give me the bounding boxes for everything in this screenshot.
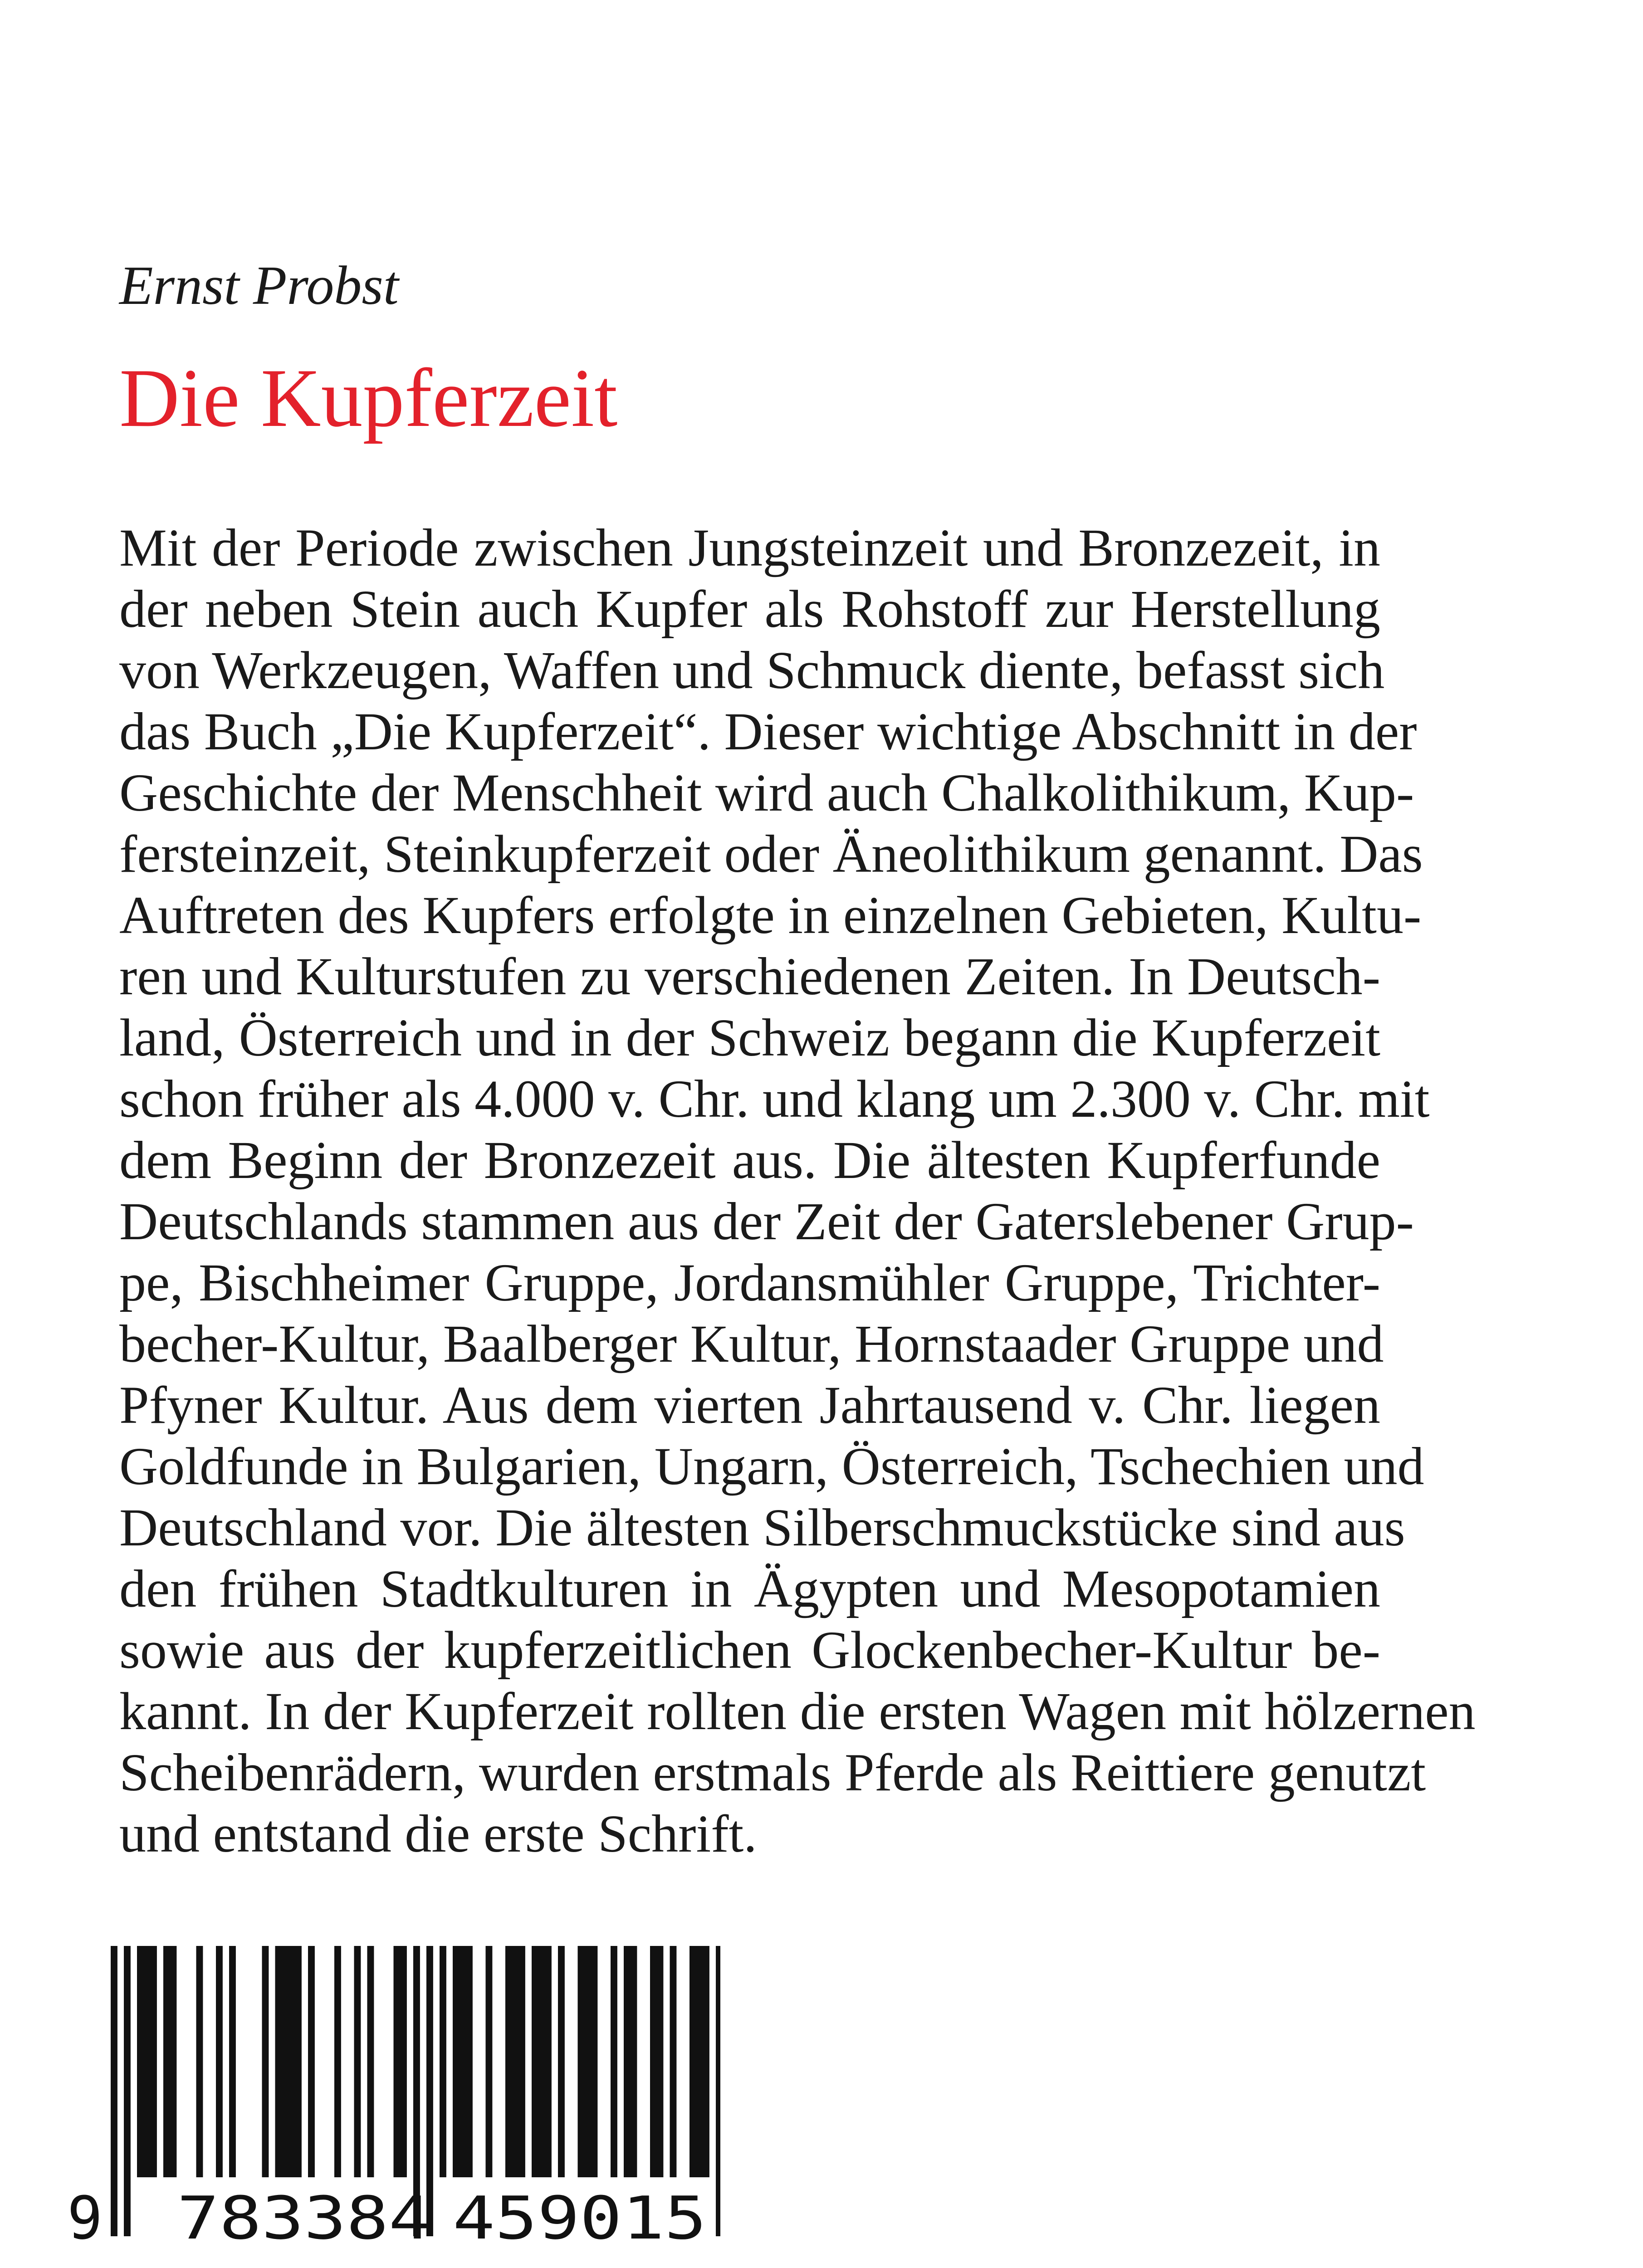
barcode-bar — [216, 1946, 223, 2177]
blurb-line: Pfyner Kultur. Aus dem vierten Jahrtausend v. Chr. liegen — [119, 1375, 1380, 1435]
blurb-line: becher-Kultur, Baalberger Kultur, Hornstaader Gruppe und — [119, 1314, 1384, 1374]
barcode-bar — [354, 1946, 361, 2177]
barcode-bar — [144, 1946, 151, 2177]
blurb-line: Deutschlands stammen aus der Zeit der Gaterslebener Grup- — [119, 1192, 1414, 1251]
barcode-bar — [689, 1946, 696, 2177]
barcode-bar — [696, 1946, 703, 2177]
blurb-line: sowie aus der kupferzeitlichen Glockenbecher-Kultur be- — [119, 1620, 1380, 1680]
barcode-bar — [334, 1946, 341, 2177]
barcode-bar — [137, 1946, 144, 2177]
barcode-bar — [460, 1946, 466, 2177]
barcode-bar — [453, 1946, 460, 2177]
barcode-guard-bar — [716, 1946, 720, 2236]
barcode-bar — [624, 1946, 631, 2177]
isbn-barcode — [58, 1937, 720, 2245]
blurb-line: Goldfunde in Bulgarien, Ungarn, Österreich, Tschechien und — [119, 1437, 1424, 1496]
barcode-digit-first: 9 — [67, 2184, 103, 2245]
barcode-bar — [289, 1946, 295, 2177]
blurb-line: und entstand die erste Schrift. — [119, 1804, 757, 1863]
barcode-digits-left: 783384 — [177, 2184, 431, 2245]
blurb-line: Geschichte der Menschheit wird auch Chalkolithikum, Kup- — [119, 763, 1414, 822]
barcode-bar — [505, 1946, 512, 2177]
blurb-line: land, Österreich und in der Schweiz begann die Kupferzeit — [119, 1008, 1380, 1067]
barcode-bar — [367, 1946, 374, 2177]
barcode-bar — [394, 1946, 401, 2177]
barcode-bar — [308, 1946, 315, 2177]
blurb-line: ren und Kulturstufen zu verschiedenen Zeiten. In Deutsch- — [119, 947, 1380, 1006]
barcode-bar — [703, 1946, 709, 2177]
barcode-bar — [229, 1946, 236, 2177]
barcode-bar — [163, 1946, 170, 2177]
barcode-bar — [558, 1946, 565, 2177]
blurb-line: Mit der Periode zwischen Jungsteinzeit und Bronzezeit, in — [119, 518, 1380, 577]
barcode-bar — [440, 1946, 446, 2177]
barcode-digits-right: 459015 — [453, 2184, 707, 2245]
blurb-line: das Buch „Die Kupferzeit“. Dieser wichtige Abschnitt in der — [119, 702, 1417, 761]
barcode-bar — [275, 1946, 282, 2177]
barcode-guard-bar — [111, 1946, 117, 2236]
barcode-bar — [400, 1946, 407, 2177]
book-title: Die Kupferzeit — [119, 352, 618, 444]
barcode-bar — [545, 1946, 552, 2177]
blurb-line: pe, Bischheimer Gruppe, Jordansmühler Gruppe, Trichter- — [119, 1253, 1380, 1312]
blurb-text — [119, 517, 1476, 1864]
author-name: Ernst Probst — [119, 255, 399, 316]
barcode-bar — [584, 1946, 591, 2177]
barcode-bar — [578, 1946, 585, 2177]
barcode-bar — [196, 1946, 203, 2177]
barcode-bar — [532, 1946, 538, 2177]
barcode-bar — [591, 1946, 598, 2177]
barcode-graphic — [58, 1937, 720, 2245]
blurb-line: der neben Stein auch Kupfer als Rohstoff zur Herstellung — [119, 579, 1380, 639]
barcode-bar — [262, 1946, 269, 2177]
barcode-bar — [150, 1946, 157, 2177]
barcode-bar — [657, 1946, 664, 2177]
barcode-bar — [650, 1946, 657, 2177]
barcode-bar — [538, 1946, 545, 2177]
blurb-line: den frühen Stadtkulturen in Ägypten und Mesopotamien — [119, 1559, 1380, 1618]
blurb-line: Scheibenrädern, wurden erstmals Pferde als Reittiere genutzt — [119, 1743, 1426, 1802]
barcode-bar — [282, 1946, 289, 2177]
barcode-bar — [170, 1946, 177, 2177]
blurb-line: kannt. In der Kupferzeit rollten die ersten Wagen mit hölzernen — [119, 1681, 1476, 1741]
barcode-bar — [512, 1946, 519, 2177]
blurb-line: Auftreten des Kupfers erfolgte in einzelnen Gebieten, Kultu- — [119, 885, 1422, 945]
barcode-bar — [611, 1946, 617, 2177]
barcode-bar — [486, 1946, 493, 2177]
barcode-guard-bar — [124, 1946, 131, 2236]
barcode-bar — [518, 1946, 525, 2177]
blurb-line: Deutschland vor. Die ältesten Silberschmuckstücke sind aus — [119, 1498, 1405, 1557]
barcode-bar — [295, 1946, 302, 2177]
blurb-line: dem Beginn der Bronzezeit aus. Die ältesten Kupferfunde — [119, 1130, 1380, 1190]
barcode-bar — [670, 1946, 677, 2177]
blurb-line: schon früher als 4.000 v. Chr. und klang um 2.300 v. Chr. mit — [119, 1069, 1430, 1129]
barcode-bar — [631, 1946, 637, 2177]
barcode-bar — [466, 1946, 473, 2177]
blurb-line: von Werkzeugen, Waffen und Schmuck diente, befasst sich — [119, 640, 1385, 700]
blurb-line: fersteinzeit, Steinkupferzeit oder Äneolithikum genannt. Das — [119, 824, 1423, 884]
